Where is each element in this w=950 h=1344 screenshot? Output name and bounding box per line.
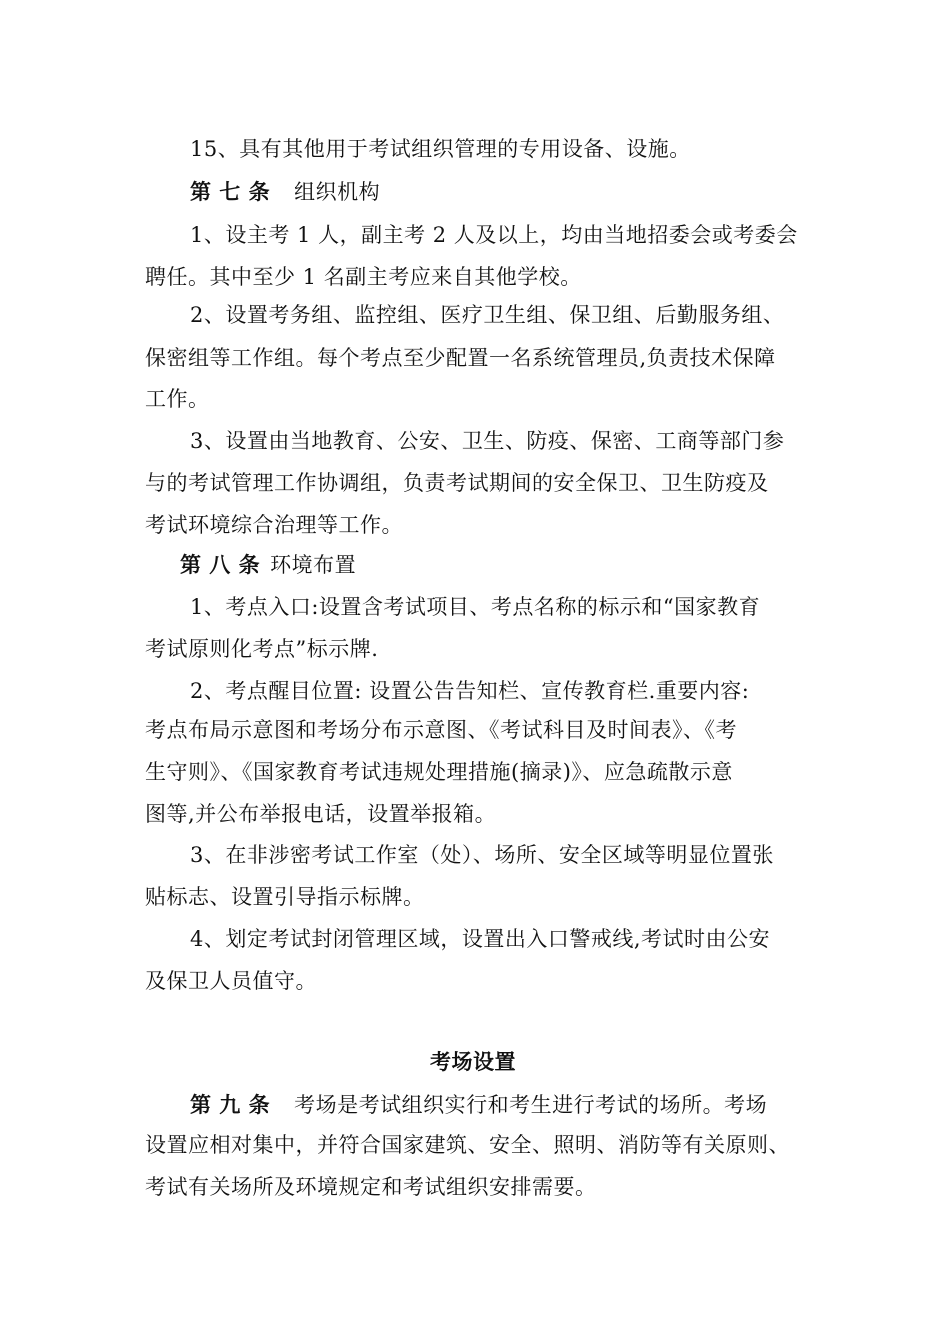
section-title: 考场设置 [430, 1049, 516, 1074]
article-7-label: 第 七 条 [190, 179, 271, 204]
text-line: 生守则》、《国家教育考试违规处理措施(摘录)》、应急疏散示意 [145, 760, 733, 784]
text-line: 及保卫人员值守。 [145, 969, 317, 993]
text-line: 2、设置考务组、监控组、医疗卫生组、保卫组、后勤服务组、 [190, 303, 785, 327]
text-line: 15、具有其他用于考试组织管理的专用设备、设施。 [190, 137, 691, 161]
text-line: 与的考试管理工作协调组，负责考试期间的安全保卫、卫生防疫及 [145, 471, 769, 495]
text-line: 图等,并公布举报电话，设置举报箱。 [145, 802, 497, 826]
text-line: 3、在非涉密考试工作室（处）、场所、安全区域等明显位置张 [190, 843, 774, 867]
article-8-heading [180, 550, 356, 580]
text-line: 考试有关场所及环境规定和考试组织安排需要。 [145, 1175, 597, 1199]
text-line: 1、考点入口:设置含考试项目、考点名称的标示和“国家教育 [190, 595, 761, 619]
text-line: 保密组等工作组。每个考点至少配置一名系统管理员,负责技术保障 [145, 346, 776, 370]
text-line: 2、考点醒目位置: 设置公告告知栏、宣传教育栏.重要内容: [190, 679, 750, 703]
text-line: 工作。 [145, 387, 210, 411]
text-line: 1、设主考 1 人，副主考 2 人及以上，均由当地招委会或考委会 [190, 223, 798, 247]
text-line: 贴标志、设置引导指示标牌。 [145, 885, 425, 909]
article-7-heading [190, 177, 380, 207]
text-line: 考试环境综合治理等工作。 [145, 513, 403, 537]
article-9-text: 考场是考试组织实行和考生进行考试的场所。考场 [294, 1093, 768, 1117]
article-9-heading [190, 1090, 767, 1120]
text-line: 4、划定考试封闭管理区域，设置出入口警戒线,考试时由公安 [190, 927, 771, 951]
text-line: 3、设置由当地教育、公安、卫生、防疫、保密、工商等部门参 [190, 429, 785, 453]
text-line: 设置应相对集中，并符合国家建筑、安全、照明、消防等有关原则、 [145, 1133, 790, 1157]
article-7-title: 组织机构 [294, 180, 381, 204]
text-line: 聘任。其中至少 1 名副主考应来自其他学校。 [145, 265, 582, 289]
article-8-label: 第 八 条 [180, 552, 261, 577]
article-9-label: 第 九 条 [190, 1092, 271, 1117]
article-8-title: 环境布置 [270, 553, 357, 577]
text-line: 考试原则化考点”标示牌. [145, 637, 379, 661]
text-line: 考点布局示意图和考场分布示意图、《考试科目及时间表》、《考 [145, 718, 737, 742]
